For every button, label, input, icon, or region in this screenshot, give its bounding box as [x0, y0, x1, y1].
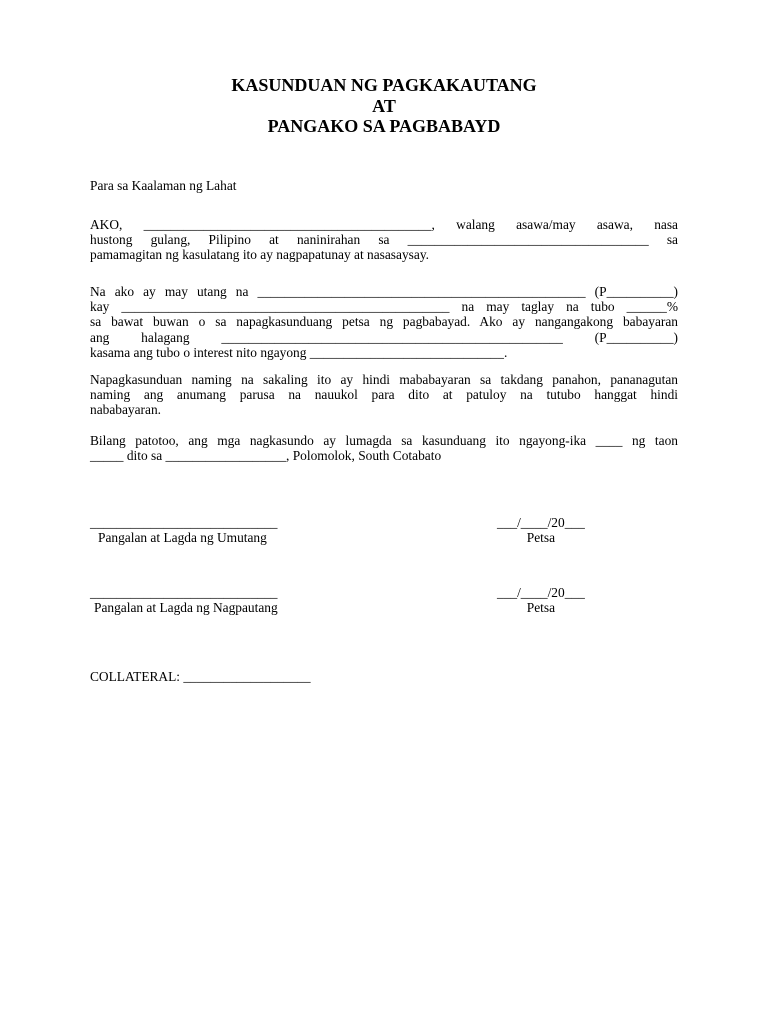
lender-signature-line: ____________________________	[90, 585, 278, 600]
lender-date-line: ___/____/20___	[497, 585, 585, 600]
paragraph-line: naming ang anumang parusa na nauukol para dito at patuloy na tutubo hanggat hindi	[90, 387, 678, 403]
paragraph-line: kasama ang tubo o interest nito ngayong _____________________________.	[90, 344, 508, 360]
title-line-2: AT	[372, 95, 396, 116]
document-title	[90, 75, 678, 137]
title-line-3: PANGAKO SA PAGBABAYD	[267, 116, 501, 136]
borrower-date-line: ___/____/20___	[497, 515, 585, 530]
paragraph-line: hustong gulang, Pilipino at naninirahan sa ____________________________________ sa	[90, 232, 678, 248]
paragraph-line: Bilang patotoo, ang mga nagkasundo ay lumagda sa kasunduang ito ngayong-ika ____ ng taon	[90, 433, 678, 448]
paragraph-line: sa bawat buwan o sa napagkasunduang petsa ng pagbabayad. Ako ay nangangakong babayaran	[90, 314, 678, 330]
paragraph-line: pamamagitan ng kasulatang ito ay nagpapatunay at nasasaysay.	[90, 247, 429, 263]
paragraph-debt	[90, 284, 678, 360]
lender-date-block	[497, 585, 585, 615]
paragraph-line: nababayaran.	[90, 402, 162, 418]
borrower-signature-block	[90, 515, 277, 545]
lender-date-caption: Petsa	[526, 600, 556, 616]
borrower-signature-caption: Pangalan at Lagda ng Umutang	[98, 530, 267, 546]
paragraph-line: AKO, ___________________________________________, walang asawa/may asawa, nasa	[90, 217, 678, 232]
lender-signature-block	[90, 585, 278, 615]
paragraph-witness	[90, 433, 678, 463]
borrower-date-caption: Petsa	[526, 530, 556, 546]
salutation: Para sa Kaalaman ng Lahat	[90, 178, 237, 193]
paragraph-line: Napagkasunduan naming na sakaling ito ay hindi mababayaran sa takdang panahon, pananagutan	[90, 372, 678, 387]
paragraph-line: Na ako ay may utang na _________________________________________________ (P__________)	[90, 284, 678, 299]
collateral-field: COLLATERAL: ___________________	[90, 669, 311, 684]
borrower-signature-line: ____________________________	[90, 515, 278, 530]
paragraph-line: kay _________________________________________________ na may taglay na tubo ______%	[90, 299, 678, 315]
borrower-date-block	[497, 515, 585, 545]
title-line-1: KASUNDUAN NG PAGKAKAUTANG	[231, 75, 537, 95]
paragraph-identity	[90, 217, 678, 263]
lender-signature-caption: Pangalan at Lagda ng Nagpautang	[94, 600, 278, 616]
paragraph-line: ang halagang ___________________________________________________ (P__________)	[90, 329, 678, 345]
paragraph-penalty	[90, 372, 678, 418]
paragraph-line: _____ dito sa __________________, Polomolok, South Cotabato	[90, 448, 442, 464]
